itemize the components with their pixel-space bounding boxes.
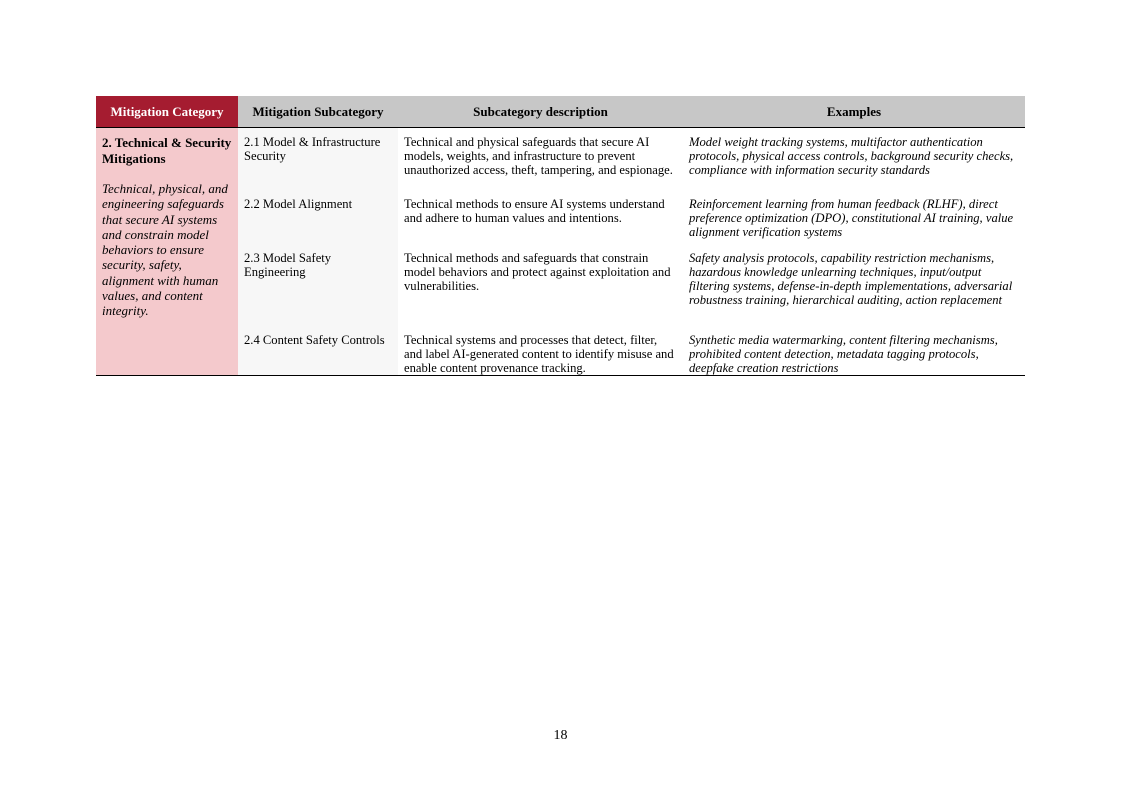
examples-cell: Reinforcement learning from human feedback (RLHF), direct preference optimization (DPO), constitutional AI training, value alignment verification systems: [683, 197, 1025, 251]
mitigation-table: [96, 96, 1025, 376]
examples-cell: Safety analysis protocols, capability restriction mechanisms, hazardous knowledge unlearning techniques, input/output filtering systems, defense-in-depth implementations, adversarial robustness training, hierarchical auditing, action replacement: [683, 251, 1025, 333]
page-number: 18: [553, 728, 568, 743]
header-mitigation-category: Mitigation Category: [96, 96, 238, 128]
description-cell: Technical systems and processes that detect, filter, and label AI-generated content to identify misuse and enable content provenance tracking.: [398, 333, 683, 376]
subcategory-cell: 2.4 Content Safety Controls: [238, 333, 398, 376]
category-description: Technical, physical, and engineering safeguards that secure AI systems and constrain model behaviors to ensure security, safety, alignment with human values, and content integrity.: [102, 181, 228, 319]
table-header-row: [96, 96, 1025, 128]
subcategory-cell: 2.3 Model Safety Engineering: [238, 251, 398, 333]
category-cell: [96, 128, 238, 376]
header-mitigation-subcategory: Mitigation Subcategory: [238, 96, 398, 128]
examples-cell: Synthetic media watermarking, content filtering mechanisms, prohibited content detection, metadata tagging protocols, deepfake creation restrictions: [683, 333, 1025, 376]
header-examples: Examples: [683, 96, 1025, 128]
category-title: 2. Technical & Security Mitigations: [102, 135, 232, 166]
description-cell: Technical methods to ensure AI systems understand and adhere to human values and intentions.: [398, 197, 683, 251]
header-subcategory-description: Subcategory description: [398, 96, 683, 128]
subcategory-cell: 2.1 Model & Infrastructure Security: [238, 128, 398, 198]
subcategory-cell: 2.2 Model Alignment: [238, 197, 398, 251]
examples-cell: Model weight tracking systems, multifactor authentication protocols, physical access controls, background security checks, compliance with information security standards: [683, 128, 1025, 198]
description-cell: Technical and physical safeguards that secure AI models, weights, and infrastructure to prevent unauthorized access, theft, tampering, and espionage.: [398, 128, 683, 198]
table-row: [96, 128, 1025, 198]
description-cell: Technical methods and safeguards that constrain model behaviors and protect against exploitation and vulnerabilities.: [398, 251, 683, 333]
